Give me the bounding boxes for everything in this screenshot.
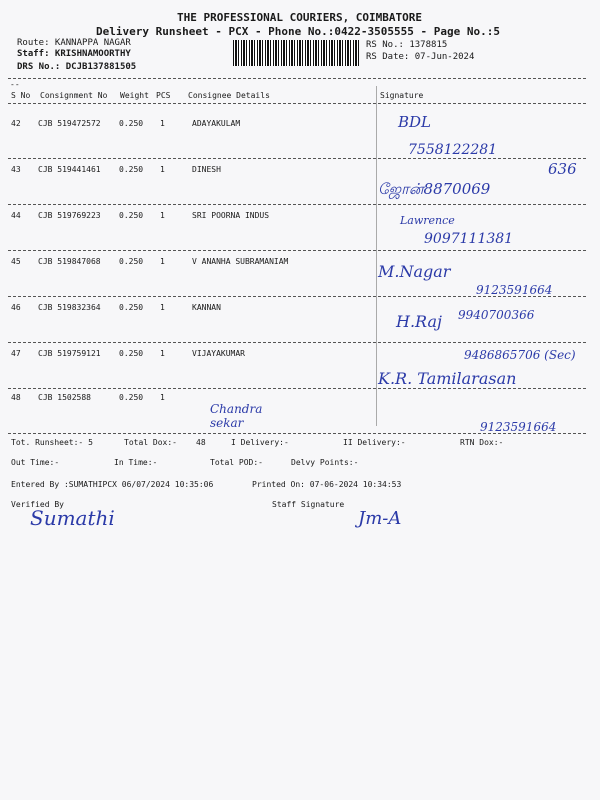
row-pcs: 1 [160, 349, 165, 358]
row-phone: 9123591664 [480, 420, 557, 434]
row-sno: 42 [11, 119, 21, 128]
ii-delivery: II Delivery:- [343, 438, 406, 447]
row-consignment: CJB 519847068 [38, 257, 101, 266]
row-pcs: 1 [160, 211, 165, 220]
row-signature: Chandra sekar [210, 402, 263, 430]
row-consignment: CJB 519759121 [38, 349, 101, 358]
divider [8, 158, 586, 159]
staff-signature: Jm-A [358, 508, 402, 529]
row-signature: Lawrence [400, 214, 455, 227]
row-sno: 44 [11, 211, 21, 220]
divider [8, 204, 586, 205]
row-signature: 9486865706 (Sec) [464, 348, 576, 362]
row-consignee: KANNAN [192, 303, 221, 312]
row-consignee: ADAYAKULAM [192, 119, 241, 128]
company-name: THE PROFESSIONAL COURIERS, COIMBATORE [177, 11, 423, 24]
row-consignment: CJB 519832364 [38, 303, 101, 312]
total-dox-value: 48 [196, 438, 206, 447]
row-weight: 0.250 [119, 393, 144, 402]
row-sno: 45 [11, 257, 21, 266]
row-pcs: 1 [160, 393, 165, 402]
runsheet-subtitle: Delivery Runsheet - PCX - Phone No.:0422-3505555 - Page No.:5 [96, 25, 500, 38]
row-consignment: CJB 519472572 [38, 119, 101, 128]
col-signature: Signature [380, 91, 424, 100]
row-sno: 43 [11, 165, 21, 174]
col-sno: S No [11, 91, 31, 100]
row-weight: 0.250 [119, 349, 144, 358]
staff-signature-label: Staff Signature [272, 500, 345, 509]
col-pcs: PCS [156, 91, 171, 100]
dots: -- [10, 80, 20, 89]
in-time: In Time:- [114, 458, 158, 467]
row-consignee: SRI POORNA INDUS [192, 211, 270, 220]
printed-on: Printed On: 07-06-2024 10:34:53 [252, 480, 402, 489]
delvy-points: Delvy Points:- [291, 458, 359, 467]
row-sno: 46 [11, 303, 21, 312]
row-phone: 9097111381 [424, 231, 514, 247]
col-weight: Weight [120, 91, 149, 100]
divider [8, 296, 586, 297]
row-sno: 47 [11, 349, 21, 358]
col-consignment: Consignment No [40, 91, 108, 100]
barcode [233, 40, 359, 66]
row-consignee: DINESH [192, 165, 221, 174]
row-signature: M.Nagar [378, 262, 451, 281]
rs-number: RS No.: 1378815 [366, 40, 448, 50]
row-weight: 0.250 [119, 303, 144, 312]
row-signature: H.Raj [396, 312, 442, 331]
row-weight: 0.250 [119, 257, 144, 266]
drs-number: DRS No.: DCJB137881505 [17, 62, 137, 72]
signature-column-rule [376, 86, 377, 426]
divider [8, 388, 586, 389]
staff-label: Staff: KRISHNAMOORTHY [17, 49, 131, 59]
row-consignment: CJB 1502588 [38, 393, 91, 402]
divider [8, 433, 586, 434]
row-weight: 0.250 [119, 165, 144, 174]
total-dox-label: Total Dox:- [124, 438, 177, 447]
entered-by: Entered By :SUMATHIPCX 06/07/2024 10:35:06 [11, 480, 214, 489]
row-signature: BDL [398, 113, 432, 131]
divider [8, 103, 586, 104]
row-consignee: V ANANHA SUBRAMANIAM [192, 257, 289, 266]
route-label: Route: KANNAPPA NAGAR [17, 38, 131, 48]
row-pcs: 1 [160, 119, 165, 128]
row-pcs: 1 [160, 303, 165, 312]
row-signature: 636 [548, 160, 577, 178]
verified-signature: Sumathi [30, 506, 115, 530]
row-phone: 7558122281 [408, 142, 498, 158]
row-phone: ஜோன்8870069 [378, 180, 491, 198]
out-time: Out Time:- [11, 458, 60, 467]
row-pcs: 1 [160, 165, 165, 174]
verified-by: Verified By [11, 500, 64, 509]
row-consignment: CJB 519441461 [38, 165, 101, 174]
row-phone: 9123591664 [476, 283, 553, 297]
row-sno: 48 [11, 393, 21, 402]
row-weight: 0.250 [119, 119, 144, 128]
row-weight: 0.250 [119, 211, 144, 220]
divider [8, 342, 586, 343]
row-consignment: CJB 519769223 [38, 211, 101, 220]
col-consignee: Consignee Details [188, 91, 270, 100]
row-phone: K.R. Tamilarasan [378, 369, 517, 388]
row-pcs: 1 [160, 257, 165, 266]
rs-date: RS Date: 07-Jun-2024 [366, 52, 475, 62]
rtn-dox: RTN Dox:- [460, 438, 504, 447]
row-phone: 9940700366 [458, 308, 535, 322]
i-delivery: I Delivery:- [231, 438, 289, 447]
divider [8, 78, 586, 79]
row-consignee: VIJAYAKUMAR [192, 349, 245, 358]
total-runsheet: Tot. Runsheet:- 5 [11, 438, 93, 447]
total-pod: Total POD:- [210, 458, 263, 467]
divider [8, 250, 586, 251]
